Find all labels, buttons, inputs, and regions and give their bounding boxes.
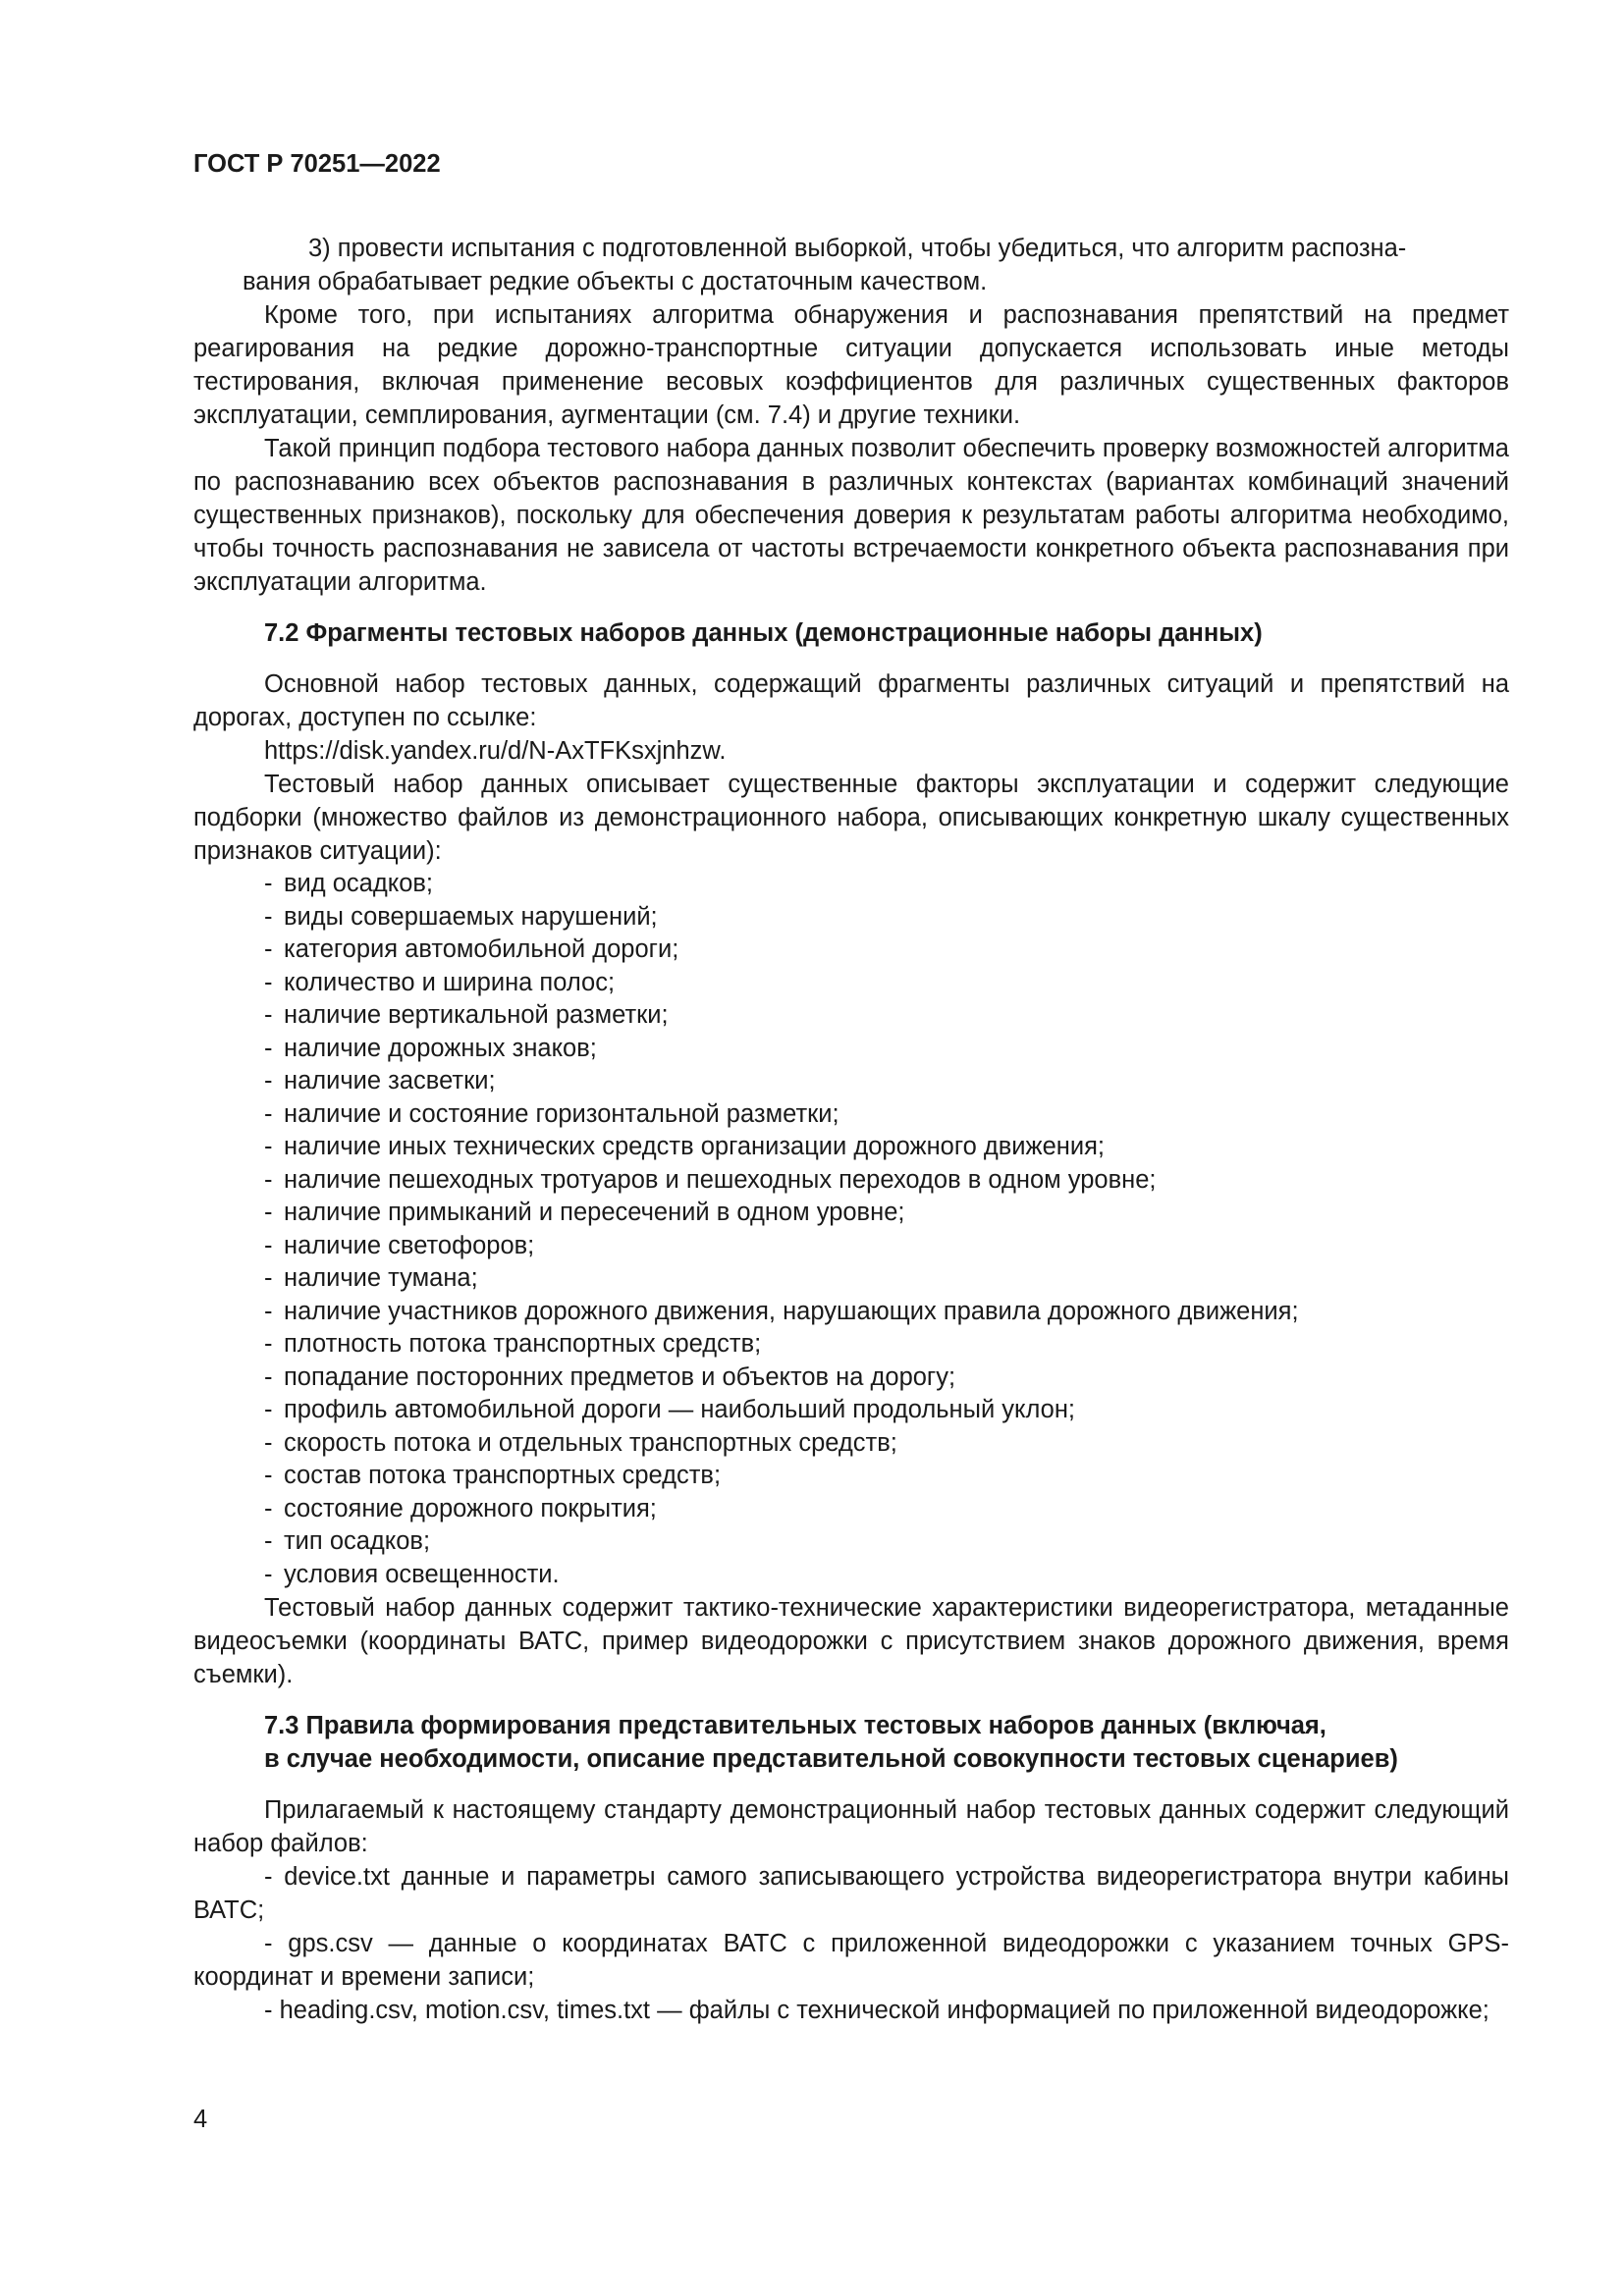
list-item [264,1065,1509,1098]
list-item-text: категория автомобильной дороги; [284,935,679,963]
list-item [264,967,1509,1000]
list-item-text: наличие и состояние горизонтальной разметки; [284,1099,839,1128]
list-item [264,1362,1509,1395]
dash-marker: - [264,1396,273,1423]
list-item [264,1197,1509,1230]
list-item-3-first-line: 3) провести испытания с подготовленной выборкой, чтобы убедиться, что алгоритм распозна- [308,235,1407,262]
dash-marker: - [264,1330,273,1358]
paragraph: Кроме того, при испытаниях алгоритма обнаружения и распознавания препятствий на предмет реагирования на редкие дорожно-транспортные ситуации допускается использовать иные методы тестирования, включая применение весовых коэффициентов для различных существенных факторов эксплуатации, семплирования, аугментации (см. 7.4) и другие техники. [193,301,1509,429]
list-item [264,1559,1509,1592]
dash-marker: - [264,1264,273,1292]
dash-marker: - [264,1297,273,1325]
dash-marker: - [264,1067,273,1095]
dash-marker: - [264,1099,273,1128]
list-item-text: вид осадков; [284,870,434,897]
list-item-3-continuation: вания обрабатывает редкие объекты с достаточным качеством. [243,268,988,295]
list-item-text: попадание посторонних предметов и объектов на дорогу; [284,1362,956,1391]
dash-marker: - [264,1362,273,1391]
dash-marker: - [264,1133,273,1160]
list-item [264,1296,1509,1329]
list-item-text: наличие участников дорожного движения, нарушающих правила дорожного движения; [284,1297,1299,1325]
file-description: - gps.csv — данные о координатах ВАТС с приложенной видеодорожки с указанием точных GPS-координат и времени записи; [193,1930,1509,1991]
list-item-text: профиль автомобильной дороги — наибольший продольный уклон; [284,1396,1076,1423]
list-item-text: наличие примыканий и пересечений в одном уровне; [284,1199,905,1226]
list-item [264,1262,1509,1296]
paragraph: Тестовый набор данных описывает существенные факторы эксплуатации и содержит следующие подборки (множество файлов из демонстрационного набора, описывающих конкретную шкалу существенных признаков ситуации): [193,771,1509,865]
list-item [264,1098,1509,1132]
file-description: - device.txt данные и параметры самого записывающего устройства видеорегистратора внутри кабины ВАТС; [193,1863,1509,1924]
dash-marker: - [264,968,273,996]
dataset-link: https://disk.yandex.ru/d/N-AxTFKsxjnhzw. [264,737,727,765]
dash-marker: - [264,1560,273,1588]
list-item-text: наличие засветки; [284,1067,496,1095]
paragraph: Основной набор тестовых данных, содержащий фрагменты различных ситуаций и препятствий на дорогах, доступен по ссылке: [193,670,1509,731]
list-item [264,1460,1509,1493]
list-item [264,1164,1509,1198]
list-item-text: плотность потока транспортных средств; [284,1330,762,1358]
document-page [193,147,1509,2027]
section-heading-7-2: 7.2 Фрагменты тестовых наборов данных (демонстрационные наборы данных) [264,619,1263,647]
factor-list [193,868,1509,1591]
list-item-text: количество и ширина полос; [284,968,616,996]
list-item-text: состав потока транспортных средств; [284,1462,722,1489]
list-item-3 [193,232,1509,265]
list-item [264,1493,1509,1526]
paragraph: Прилагаемый к настоящему стандарту демонстрационный набор тестовых данных содержит следующий набор файлов: [193,1796,1509,1857]
dash-marker: - [264,935,273,963]
section-heading-7-3-line1: 7.3 Правила формирования представительных тестовых наборов данных (включая, [264,1712,1326,1739]
file-description: - heading.csv, motion.csv, times.txt — файлы с технической информацией по приложенной видеодорожке; [264,1997,1489,2024]
dash-marker: - [264,1494,273,1522]
dash-marker: - [264,1034,273,1062]
list-item-text: тип осадков; [284,1527,431,1555]
list-item-text: наличие пешеходных тротуаров и пешеходных переходов в одном уровне; [284,1165,1157,1194]
list-item [264,1033,1509,1066]
dash-marker: - [264,1199,273,1226]
list-item-text: скорость потока и отдельных транспортных средств; [284,1428,897,1457]
list-item [264,1427,1509,1461]
dash-marker: - [264,1462,273,1489]
page-number: 4 [193,2106,208,2133]
list-item [264,999,1509,1033]
list-item-text: виды совершаемых нарушений; [284,902,658,931]
list-item [264,868,1509,901]
dash-marker: - [264,902,273,931]
list-item-text: наличие дорожных знаков; [284,1034,597,1062]
list-item [264,1525,1509,1559]
list-item [264,1394,1509,1427]
file-list [193,1860,1509,2027]
dash-marker: - [264,1231,273,1259]
paragraph: Такой принцип подбора тестового набора данных позволит обеспечить проверку возможностей алгоритма по распознаванию всех объектов распознавания в различных контекстах (вариантах комбинаций значений существенных признаков), поскольку для обеспечения доверия к результатам работы алгоритма необходимо, чтобы точность распознавания не зависела от частоты встречаемости конкретного объекта распознавания при эксплуатации алгоритма. [193,435,1509,596]
document-header: ГОСТ Р 70251—2022 [193,150,441,178]
list-item-text: условия освещенности. [284,1560,560,1588]
list-item-text: наличие тумана; [284,1264,478,1292]
list-item [264,934,1509,967]
list-item [264,901,1509,934]
list-item-text: состояние дорожного покрытия; [284,1494,657,1522]
list-item [264,1131,1509,1164]
dash-marker: - [264,1001,273,1029]
list-item [264,1230,1509,1263]
list-item-text: наличие вертикальной разметки; [284,1001,669,1029]
list-item [264,1328,1509,1362]
paragraph: Тестовый набор данных содержит тактико-технические характеристики видеорегистратора, метаданные видеосъемки (координаты ВАТС, пример видеодорожки с присутствием знаков дорожного движения, время съемки). [193,1594,1509,1688]
dash-marker: - [264,1428,273,1457]
section-heading-7-3 [193,1709,1509,1776]
dash-marker: - [264,1165,273,1194]
list-item-text: наличие светофоров; [284,1231,535,1259]
section-heading-7-3-line2: в случае необходимости, описание представительной совокупности тестовых сценариев) [264,1745,1398,1773]
dash-marker: - [264,870,273,897]
list-item-text: наличие иных технических средств организации дорожного движения; [284,1133,1105,1160]
dash-marker: - [264,1527,273,1555]
